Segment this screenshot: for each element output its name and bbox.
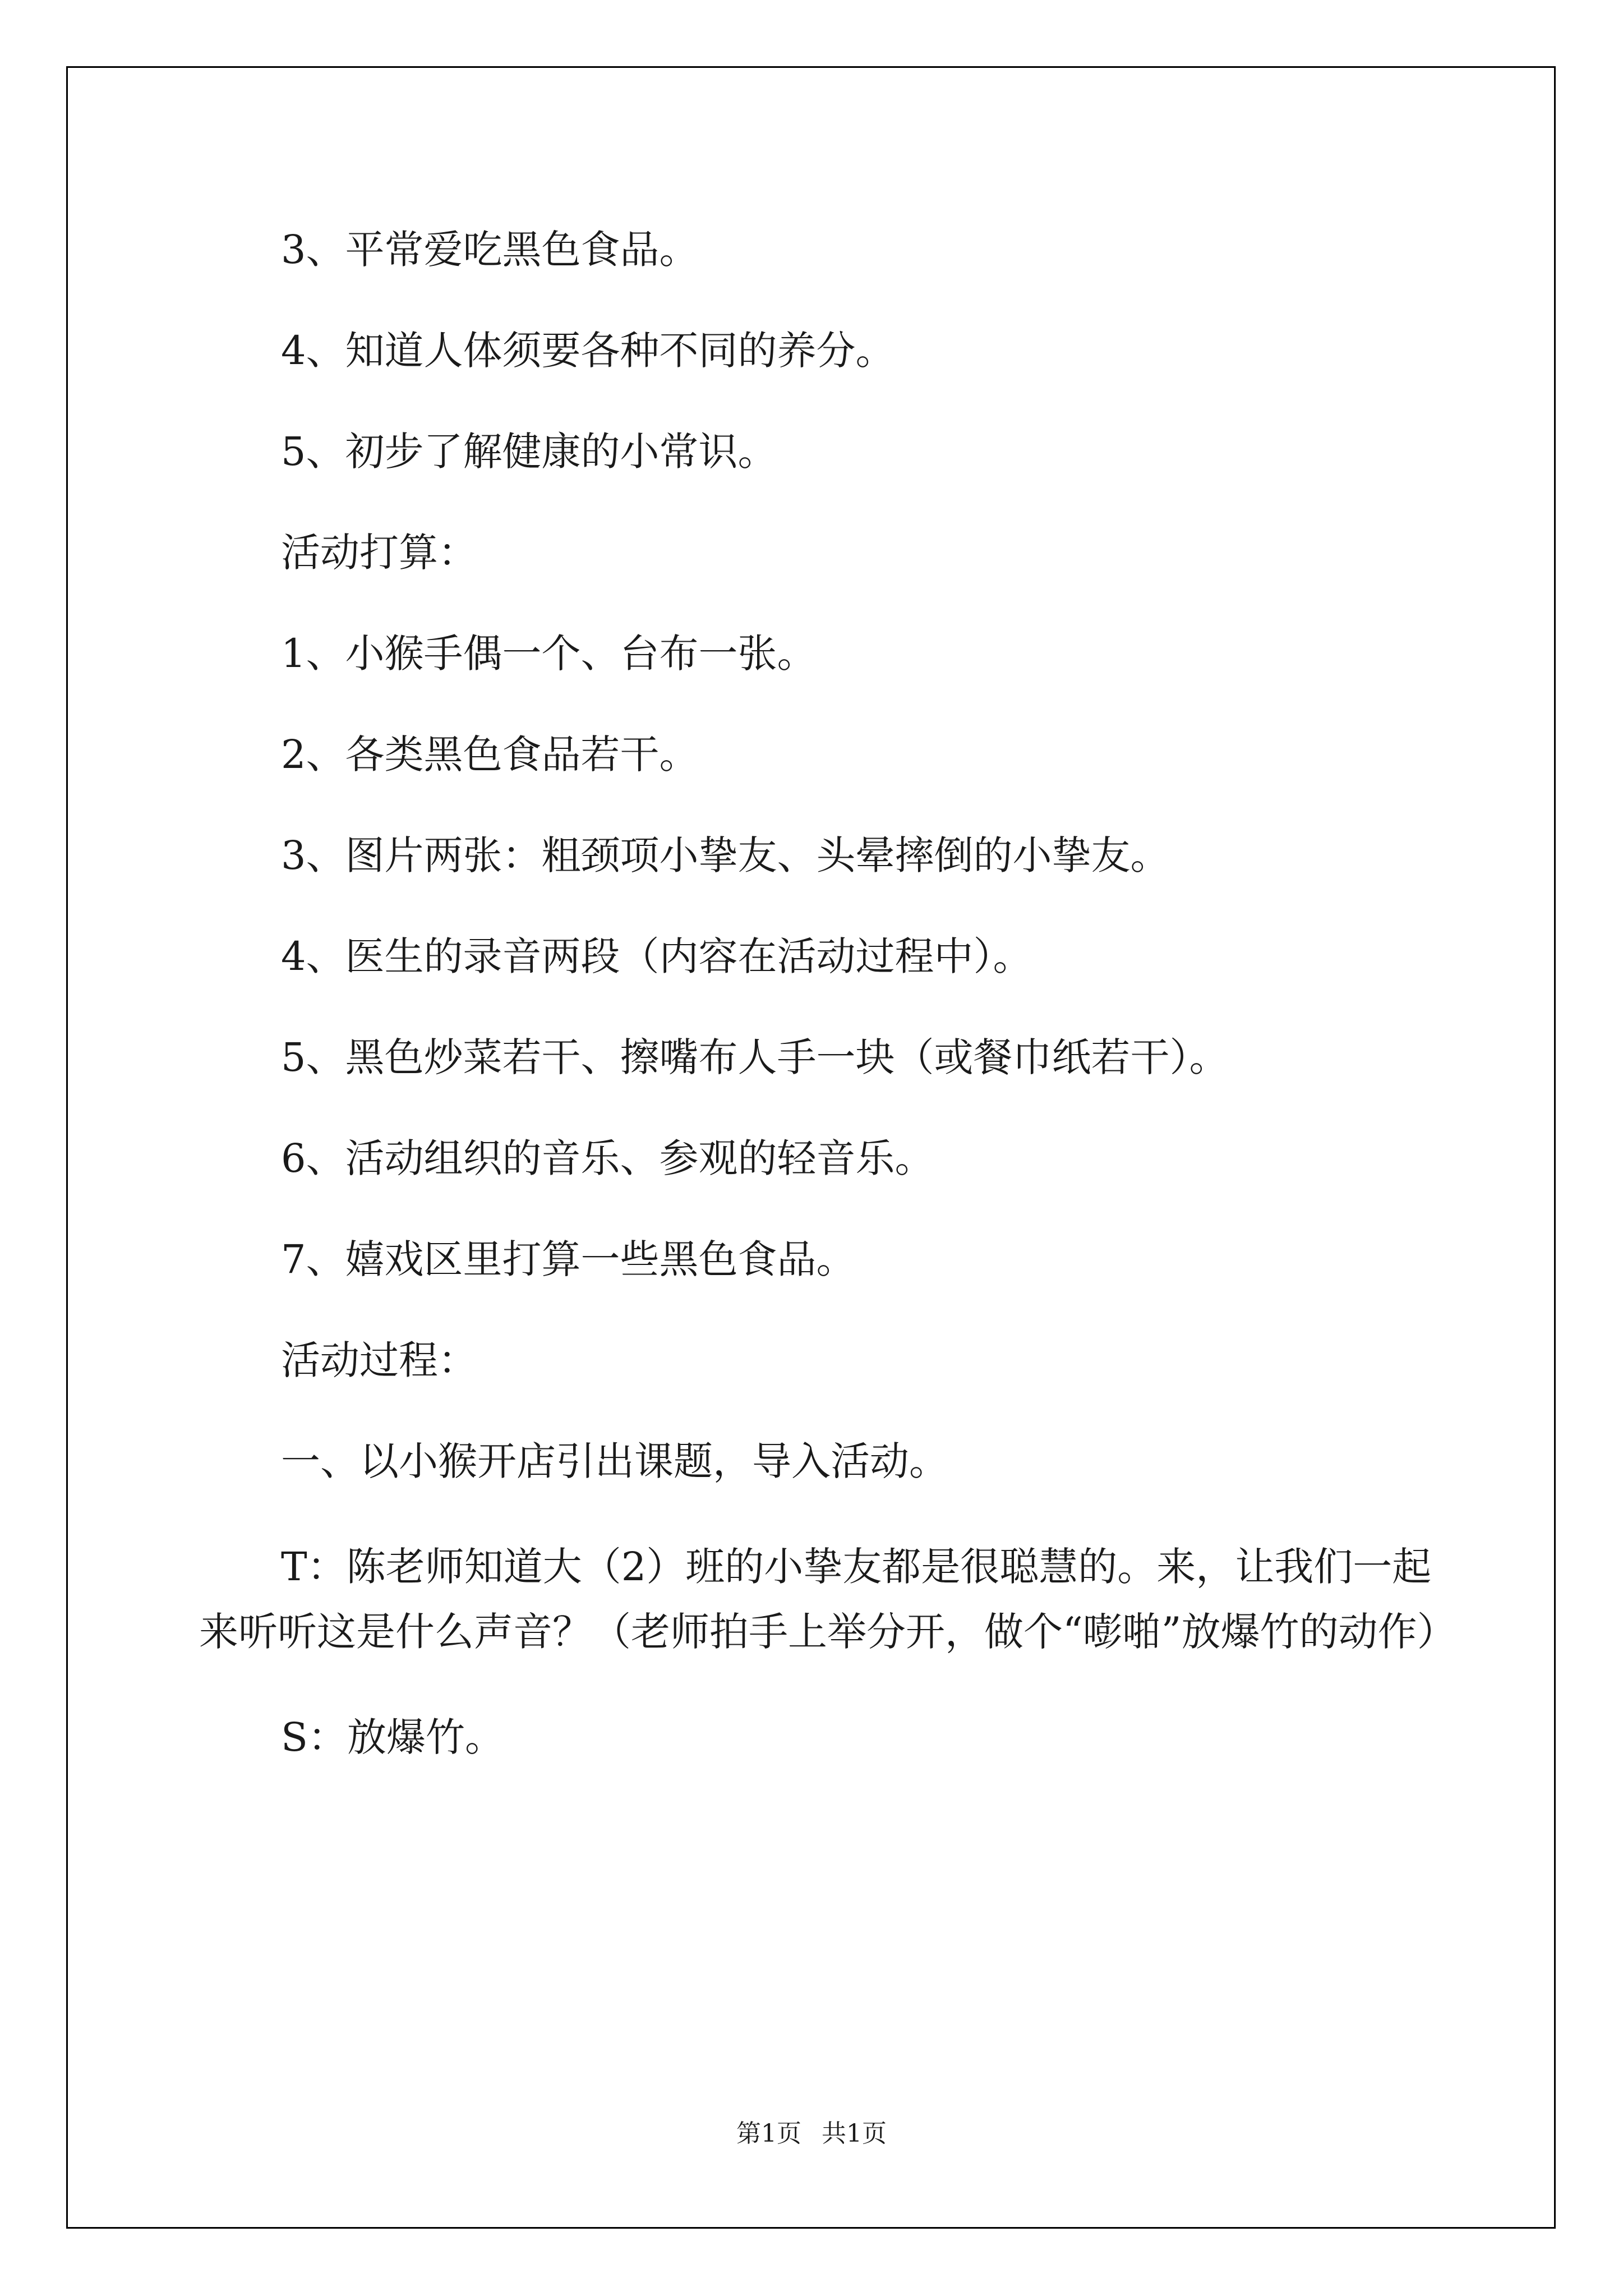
paragraph: 3、图片两张：粗颈项小挚友、头晕摔倒的小挚友。 xyxy=(281,832,1170,878)
paragraph: 2、各类黑色食品若干。 xyxy=(281,731,699,777)
paragraph: 1、小猴手偶一个、台布一张。 xyxy=(281,631,817,677)
paragraph: 5、黑色炒菜若干、擦嘴布人手一块（或餐巾纸若干）。 xyxy=(281,1034,1229,1080)
section-heading: 活动过程： xyxy=(281,1337,477,1383)
paragraph: 7、嬉戏区里打算一些黑色食品。 xyxy=(281,1236,856,1282)
paragraph: 5、初步了解健康的小常识。 xyxy=(281,429,777,475)
section-heading: 活动打算： xyxy=(281,530,477,576)
document-body xyxy=(199,222,1456,1765)
paragraph: 4、知道人体须要各种不同的养分。 xyxy=(281,328,895,374)
paragraph: T：陈老师知道大（2）班的小挚友都是很聪慧的。来，让我们一起来听听这是什么声音？（老师拍手上举分开，做个“嘭啪”放爆竹的动作） xyxy=(199,1544,1456,1655)
paragraph: 3、平常爱吃黑色食品。 xyxy=(281,227,699,273)
paragraph: 一、以小猴开店引出课题，导入活动。 xyxy=(281,1438,948,1484)
paragraph: 6、活动组织的音乐、参观的轻音乐。 xyxy=(281,1135,934,1181)
page-count: 共1页 xyxy=(822,2119,887,2148)
page-number: 第1页 xyxy=(736,2119,801,2148)
page-footer xyxy=(0,2118,1623,2150)
paragraph: S：放爆竹。 xyxy=(281,1714,504,1760)
paragraph: 4、医生的录音两段（内容在活动过程中）。 xyxy=(281,933,1032,979)
